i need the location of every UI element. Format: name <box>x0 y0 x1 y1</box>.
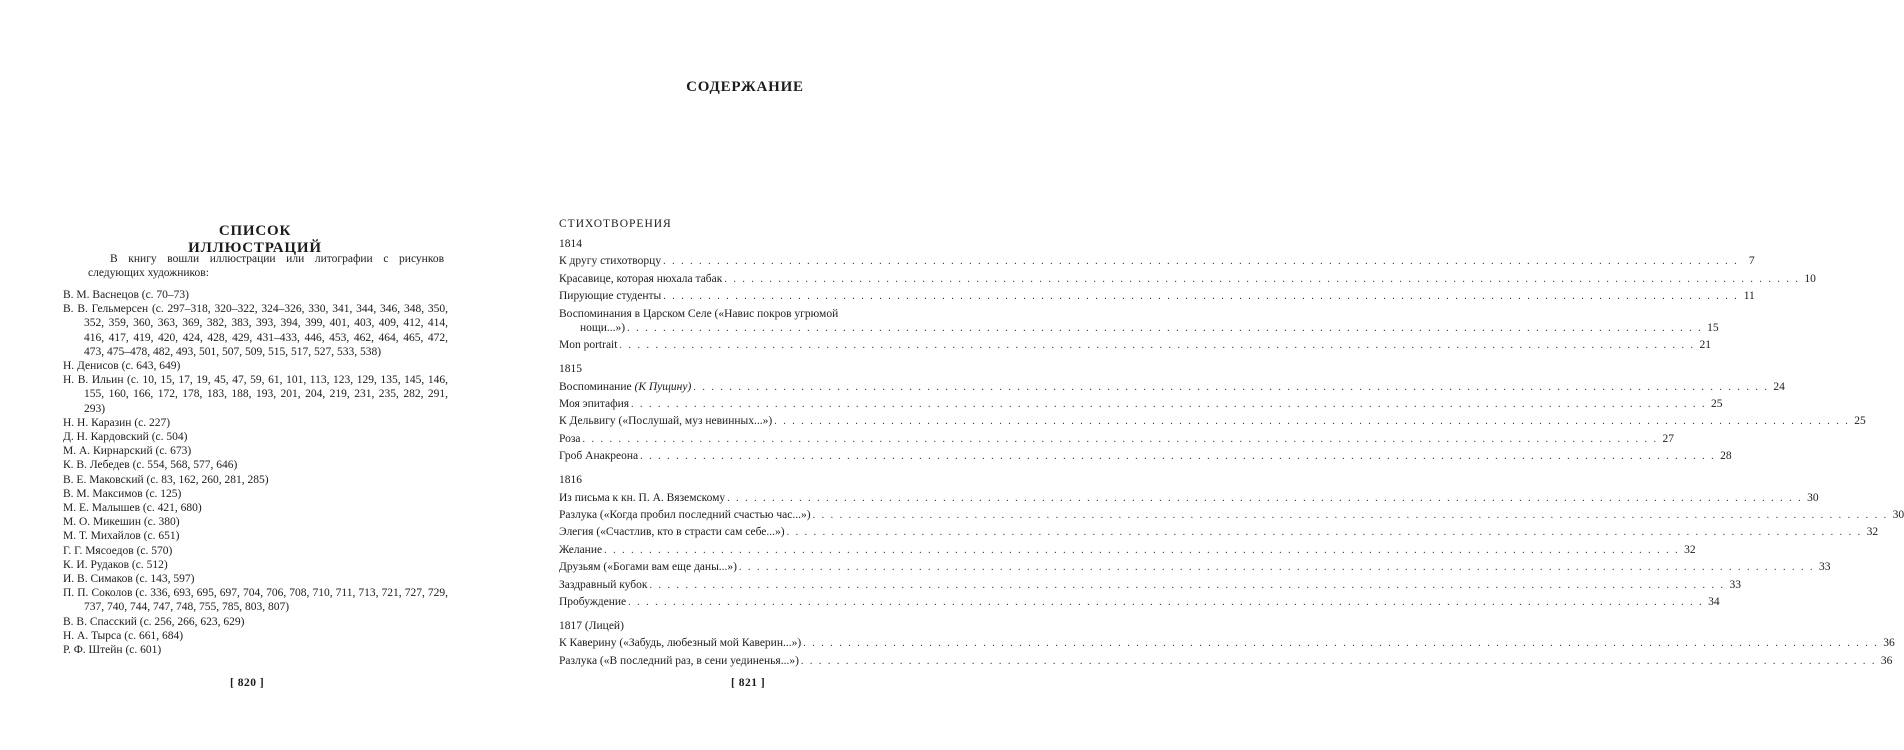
toc-entry <box>559 508 1904 523</box>
entry-page: 36 <box>1883 637 1895 650</box>
toc-entry <box>559 525 1879 540</box>
leader-dots: . . . . . . . . . . . . . . . . . . . . . . . . . . . . . . . . . . . . . . . . . . . . . . . . . . . . . . . . . . . . . . . . . . . . . . . . . . . . . . . . . . . . . . . . . . . . . . . . . . . . . . . . . . . . . . . . . . . . . . . . <box>739 562 1815 574</box>
illustration-entry: Р. Ф. Штейн (с. 601) <box>63 644 162 657</box>
entry-page: 10 <box>1804 272 1816 285</box>
leader-dots: . . . . . . . . . . . . . . . . . . . . . . . . . . . . . . . . . . . . . . . . . . . . . . . . . . . . . . . . . . . . . . . . . . . . . . . . . . . . . . . . . . . . . . . . . . . . . . . . . . . . . . . . . . . . . . . . . . . . . . . . <box>663 291 1739 303</box>
entry-title-text: К Каверину («Забудь, любезный мой Каверин...») <box>559 637 802 650</box>
toc-section <box>559 619 1895 669</box>
entry-page: 32 <box>1684 543 1696 556</box>
entry-page: 11 <box>1743 290 1755 303</box>
section-year: 1815 <box>559 363 582 376</box>
toc-heading: СОДЕРЖАНИЕ <box>686 79 804 95</box>
illustration-entry: Д. Н. Кардовский (с. 504) <box>63 431 188 444</box>
illustration-entry: М. Т. Михайлов (с. 651) <box>63 530 180 543</box>
leader-dots: . . . . . . . . . . . . . . . . . . . . . . . . . . . . . . . . . . . . . . . . . . . . . . . . . . . . . . . . . . . . . . . . . . . . . . . . . . . . . . . . . . . . . . . . . . . . . . . . . . . . . . . . . . . . . . . . . . . . . . . . <box>604 544 1680 556</box>
toc-entry <box>559 307 1719 336</box>
entry-title <box>559 289 661 303</box>
leader-dots: . . . . . . . . . . . . . . . . . . . . . . . . . . . . . . . . . . . . . . . . . . . . . . . . . . . . . . . . . . . . . . . . . . . . . . . . . . . . . . . . . . . . . . . . . . . . . . . . . . . . . . . . . . . . . . . . . . . . . . . . <box>640 451 1716 463</box>
toc-entry <box>559 560 1831 575</box>
entry-title-text: Заздравный кубок <box>559 578 648 591</box>
illustrations-list <box>63 288 448 657</box>
entry-title <box>559 560 737 574</box>
entry-title-text: Разлука («В последний раз, в сени уединенья...») <box>559 654 799 667</box>
illustration-entry: К. И. Рудаков (с. 512) <box>63 558 168 571</box>
leader-dots: . . . . . . . . . . . . . . . . . . . . . . . . . . . . . . . . . . . . . . . . . . . . . . . . . . . . . . . . . . . . . . . . . . . . . . . . . . . . . . . . . . . . . . . . . . . . . . . . . . . . . . . . . . . . . . . . . . . . . . . . <box>727 492 1803 504</box>
toc-entry <box>559 397 1723 412</box>
entry-page: 7 <box>1748 255 1755 268</box>
toc-entry <box>559 636 1895 651</box>
toc-entry <box>559 449 1732 464</box>
entry-title-continued <box>559 321 1719 336</box>
toc-entry <box>559 254 1755 269</box>
leader-dots: . . . . . . . . . . . . . . . . . . . . . . . . . . . . . . . . . . . . . . . . . . . . . . . . . . . . . . . . . . . . . . . . . . . . . . . . . . . . . . . . . . . . . . . . . . . . . . . . . . . . . . . . . . . . . . . . . . . . . . . . <box>628 596 1704 608</box>
entry-title-text: Друзьям («Богами вам еще даны...») <box>559 561 737 574</box>
entry-title-text: К другу стихотворцу <box>559 255 662 268</box>
entry-page: 34 <box>1708 595 1720 608</box>
entry-title <box>559 380 691 394</box>
entry-title <box>559 432 581 446</box>
illustration-entry: Н. Н. Каразин (с. 227) <box>63 416 171 429</box>
entry-title <box>559 397 629 411</box>
entry-title <box>559 272 722 286</box>
toc-entry <box>559 543 1696 558</box>
entry-page: 24 <box>1773 380 1785 393</box>
page-heading: СПИСОК ИЛЛЮСТРАЦИЙ <box>188 223 322 256</box>
entry-title-text: Красавице, которая нюхала табак <box>559 272 723 285</box>
toc-entry <box>559 654 1893 669</box>
leader-dots: . . . . . . . . . . . . . . . . . . . . . . . . . . . . . . . . . . . . . . . . . . . . . . . . . . . . . . . . . . . . . . . . . . . . . . . . . . . . . . . . . . . . . . . . . . . . . . . . . . . . . . . . . . . . . . . . . . . . . . . . <box>774 416 1850 428</box>
leader-dots: . . . . . . . . . . . . . . . . . . . . . . . . . . . . . . . . . . . . . . . . . . . . . . . . . . . . . . . . . . . . . . . . . . . . . . . . . . . . . . . . . . . . . . . . . . . . . . . . . . . . . . . . . . . . . . . . . . . . . . . . <box>800 655 1877 667</box>
page-number: [ 821 ] <box>731 677 766 689</box>
entry-page: 27 <box>1662 432 1675 445</box>
leader-dots: . . . . . . . . . . . . . . . . . . . . . . . . . . . . . . . . . . . . . . . . . . . . . . . . . . . . . . . . . . . . . . . . . . . . . . . . . . . . . . . . . . . . . . . . . . . . . . . . . . . . . . . . . . . . . . . . . . . . . . . . <box>582 433 1659 445</box>
toc-entry <box>559 380 1785 395</box>
entry-title <box>559 338 617 352</box>
illustration-entry: Г. Г. Мясоедов (с. 570) <box>63 544 173 557</box>
intro-paragraph: В книгу вошли иллюстрации или литографии с рисунков следующих художников: <box>88 253 444 279</box>
section-year: 1816 <box>559 474 582 487</box>
entry-page: 33 <box>1819 561 1831 574</box>
leader-dots: . . . . . . . . . . . . . . . . . . . . . . . . . . . . . . . . . . . . . . . . . . . . . . . . . . . . . . . . . . . . . . . . . . . . . . . . . . . . . . . . . . . . . . . . . . . . . . . . . . . . . . . . . . . . . . . . . . . . . . . . <box>693 381 1769 393</box>
entry-title-text: Желание <box>559 543 603 556</box>
entry-page: 33 <box>1729 578 1741 591</box>
left-page <box>0 0 500 750</box>
entry-title <box>559 508 811 522</box>
entry-title-text: Пробуждение <box>559 595 627 608</box>
entry-title <box>559 654 799 668</box>
table-of-contents <box>559 217 1904 678</box>
part-title: СТИХОТВОРЕНИЯ <box>559 218 672 230</box>
entry-page: 28 <box>1720 450 1732 463</box>
illustration-entry: М. О. Микешин (с. 380) <box>63 516 180 529</box>
entry-title <box>559 254 661 268</box>
leader-dots: . . . . . . . . . . . . . . . . . . . . . . . . . . . . . . . . . . . . . . . . . . . . . . . . . . . . . . . . . . . . . . . . . . . . . . . . . . . . . . . . . . . . . . . . . . . . . . . . . . . . . . . . . . . . . . . . . . . . . . . . <box>619 340 1695 352</box>
entry-page: 25 <box>1711 397 1723 410</box>
illustration-entry: В. В. Спасский (с. 256, 266, 623, 629) <box>63 615 245 628</box>
illustration-entry: В. М. Васнецов (с. 70–73) <box>63 289 190 301</box>
entry-title <box>559 414 772 428</box>
entry-title <box>559 543 602 557</box>
entry-page: 15 <box>1707 321 1719 334</box>
toc-entry <box>559 289 1755 304</box>
toc-entry <box>559 338 1711 353</box>
entry-title: Воспоминания в Царском Селе («Навис покров угрюмой <box>559 307 839 320</box>
entry-title-text: Элегия («Счастлив, кто в страсти сам себе...») <box>559 526 785 539</box>
entry-title-text: Воспоминание <box>559 380 635 393</box>
leader-dots: . . . . . . . . . . . . . . . . . . . . . . . . . . . . . . . . . . . . . . . . . . . . . . . . . . . . . . . . . . . . . . . . . . . . . . . . . . . . . . . . . . . . . . . . . . . . . . . . . . . . . . . . . . . . . . . . . . . . . . . . <box>803 638 1879 650</box>
entry-page: 30 <box>1807 491 1819 504</box>
leader-dots: . . . . . . . . . . . . . . . . . . . . . . . . . . . . . . . . . . . . . . . . . . . . . . . . . . . . . . . . . . . . . . . . . . . . . . . . . . . . . . . . . . . . . . . . . . . . . . . . . . . . . . . . . . . . . . . . . . . . . . . . <box>812 509 1889 521</box>
entry-page: 21 <box>1699 339 1711 352</box>
toc-entry <box>559 578 1741 593</box>
entry-title <box>559 578 647 592</box>
entry-page: 25 <box>1854 415 1866 428</box>
toc-section <box>559 237 1816 353</box>
entry-title <box>559 525 785 539</box>
entry-title-text: К Дельвигу («Послушай, муз невинных...») <box>559 415 773 428</box>
leader-dots: . . . . . . . . . . . . . . . . . . . . . . . . . . . . . . . . . . . . . . . . . . . . . . . . . . . . . . . . . . . . . . . . . . . . . . . . . . . . . . . . . . . . . . . . . . . . . . . . . . . . . . . . . . . . . . . . . . . . . . . . <box>663 256 1739 268</box>
entry-title-text: Моя эпитафия <box>559 397 630 410</box>
entry-title-italic: (К Пущину) <box>634 380 692 393</box>
illustration-entry: К. В. Лебедев (с. 554, 568, 577, 646) <box>63 459 238 472</box>
entry-title <box>559 491 725 505</box>
entry-title-text: Из письма к кн. П. А. Вяземскому <box>559 491 726 504</box>
leader-dots: . . . . . . . . . . . . . . . . . . . . . . . . . . . . . . . . . . . . . . . . . . . . . . . . . . . . . . . . . . . . . . . . . . . . . . . . . . . . . . . . . . . . . . . . . . . . . . . . . . . . . . . . . . . . . . . . . . . . . . . . <box>724 273 1800 285</box>
illustration-entry: М. А. Кирнарский (с. 673) <box>63 445 192 458</box>
entry-page: 32 <box>1866 526 1879 539</box>
toc-entry <box>559 491 1819 506</box>
toc-section <box>559 362 1866 464</box>
illustration-entry: М. Е. Малышев (с. 421, 680) <box>63 502 202 515</box>
leader-dots: . . . . . . . . . . . . . . . . . . . . . . . . . . . . . . . . . . . . . . . . . . . . . . . . . . . . . . . . . . . . . . . . . . . . . . . . . . . . . . . . . . . . . . . . . . . . . . . . . . . . . . . . . . . . . . . . . . . . . . . . <box>786 527 1863 539</box>
entry-page: 30 <box>1892 508 1904 521</box>
leader-dots: . . . . . . . . . . . . . . . . . . . . . . . . . . . . . . . . . . . . . . . . . . . . . . . . . . . . . . . . . . . . . . . . . . . . . . . . . . . . . . . . . . . . . . . . . . . . . . . . . . . . . . . . . . . . . . . . . . . . . . . . <box>631 398 1707 410</box>
illustration-entry: Н. А. Тырса (с. 661, 684) <box>63 629 184 642</box>
entry-title-text: Гроб Анакреона <box>559 450 639 463</box>
illustration-entry: В. М. Максимов (с. 125) <box>63 487 182 500</box>
entry-title-text: Роза <box>559 432 581 445</box>
illustration-entry: В. В. Гельмерсен (с. 297–318, 320–322, 324–326, 330, 341, 344, 346, 348, 350, 352, 359, 360, 363, 369, 382, 383, 393, 394, 399, 401, 403, 409, 412, 414, 416, 417, 419, 420, 424, 428, 429, 431–433, 446, 453, 462, 464, 465, 472, 473, 475–478, 482, 493, 501, 507, 509, 515, 517, 527, 533, 538) <box>63 303 448 358</box>
page-number: [ 820 ] <box>230 677 265 689</box>
leader-dots: . . . . . . . . . . . . . . . . . . . . . . . . . . . . . . . . . . . . . . . . . . . . . . . . . . . . . . . . . . . . . . . . . . . . . . . . . . . . . . . . . . . . . . . . . . . . . . . . . . . . . . . . . . . . . . . . . . . . . . . . <box>627 322 1703 334</box>
entry-title-text: Пирующие студенты <box>559 290 662 303</box>
entry-title <box>559 636 801 650</box>
entry-page: 36 <box>1880 654 1893 667</box>
section-year: 1814 <box>559 238 582 251</box>
entry-title-text: Mon portrait <box>559 339 618 352</box>
toc-section <box>559 473 1904 610</box>
toc-entry <box>559 414 1866 429</box>
section-year: 1817 (Лицей) <box>559 620 624 633</box>
toc-entry <box>559 272 1816 287</box>
entry-title-text: Разлука («Когда пробил последний счастью час...») <box>559 508 811 521</box>
entry-title <box>559 595 626 609</box>
entry-title-part: нощи...») <box>580 321 626 334</box>
toc-entry <box>559 432 1675 447</box>
illustration-entry: П. П. Соколов (с. 336, 693, 695, 697, 704, 706, 708, 710, 711, 713, 721, 727, 729, 737, 740, 744, 747, 748, 755, 785, 803, 807) <box>63 587 448 614</box>
entry-title <box>559 449 638 463</box>
illustration-entry: И. В. Симаков (с. 143, 597) <box>63 573 195 586</box>
leader-dots: . . . . . . . . . . . . . . . . . . . . . . . . . . . . . . . . . . . . . . . . . . . . . . . . . . . . . . . . . . . . . . . . . . . . . . . . . . . . . . . . . . . . . . . . . . . . . . . . . . . . . . . . . . . . . . . . . . . . . . . . <box>649 579 1725 591</box>
toc-entry <box>559 595 1720 610</box>
illustration-entry: В. Е. Маковский (с. 83, 162, 260, 281, 285) <box>63 473 269 486</box>
illustration-entry: Н. В. Ильин (с. 10, 15, 17, 19, 45, 47, 59, 61, 101, 113, 123, 129, 135, 145, 146, 155, 160, 166, 172, 178, 183, 188, 193, 201, 204, 219, 231, 235, 282, 291, 293) <box>63 374 448 415</box>
illustration-entry: Н. Денисов (с. 643, 649) <box>63 360 181 373</box>
